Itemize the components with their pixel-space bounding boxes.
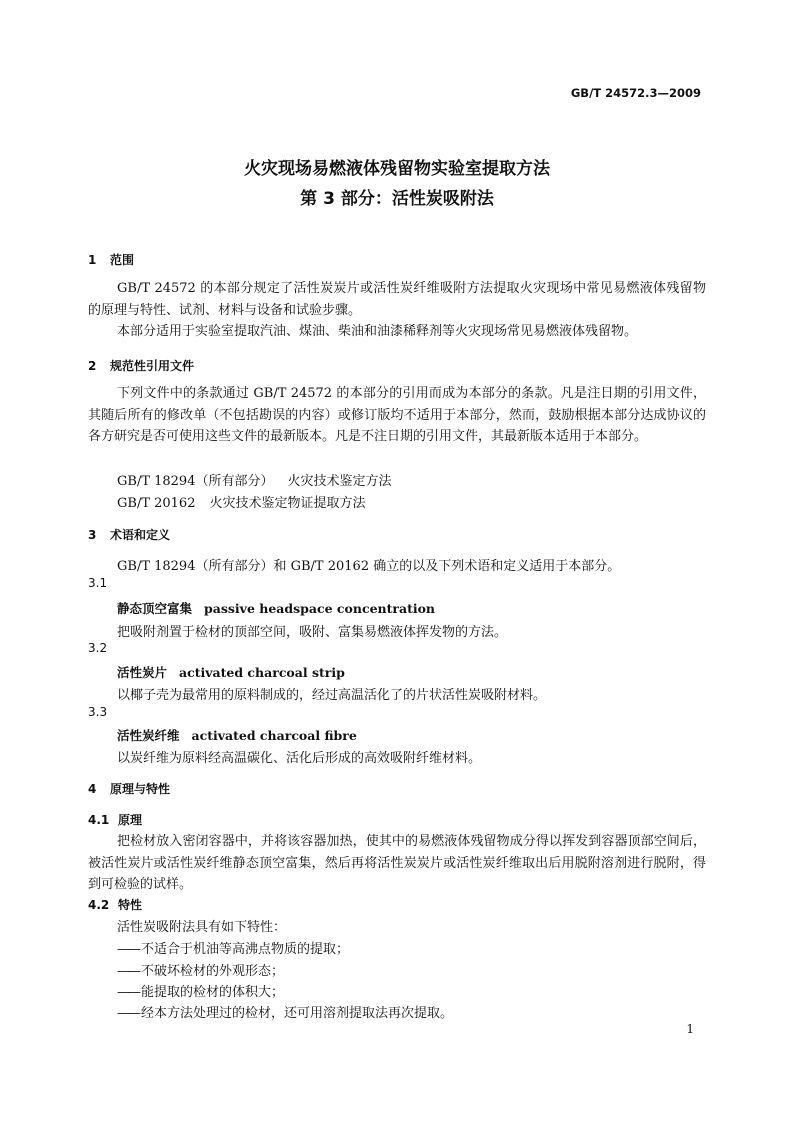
dash-marker: —— bbox=[117, 964, 139, 979]
term-heading bbox=[117, 726, 357, 744]
reference-title: 火灾技术鉴定方法 bbox=[287, 474, 392, 489]
section-3-paragraph-1: GB/T 18294（所有部分）和 GB/T 20162 确立的以及下列术语和定义适用于本部分。 bbox=[117, 559, 621, 574]
section-2-paragraph-1: 下列文件中的条款通过 GB/T 24572 的本部分的引用而成为本部分的条款。凡是注日期的引用文件，其随后所有的修改单（不包括勘误的内容）或修订版均不适用于本部分，然而，鼓励根据本部分达成协议的各方研究是否可使用这些文件的最新版本。凡是不注日期的引用文件，其最新版本适用于本部分。 bbox=[88, 386, 706, 444]
section-number: 3 bbox=[88, 528, 97, 542]
term-english: passive headspace concentration bbox=[204, 601, 436, 616]
term-definition: 以炭纤维为原料经高温碳化、活化后形成的高效吸附纤维材料。 bbox=[117, 751, 482, 766]
dash-marker: —— bbox=[117, 942, 139, 957]
subsection-4-2-intro: 活性炭吸附法具有如下特性： bbox=[117, 920, 287, 935]
section-number: 4 bbox=[88, 782, 97, 796]
reference-code: GB/T 18294（所有部分） bbox=[117, 474, 274, 489]
term-definition: 以椰子壳为最常用的原料制成的，经过高温活化了的片状活性炭吸附材料。 bbox=[117, 688, 547, 703]
subsection-number: 4.2 bbox=[88, 898, 110, 912]
list-item bbox=[117, 1002, 453, 1021]
term-english: activated charcoal fibre bbox=[191, 728, 357, 743]
section-4-heading bbox=[88, 780, 170, 797]
term-chinese: 静态顶空富集 bbox=[117, 601, 193, 616]
dash-marker: —— bbox=[117, 1006, 139, 1021]
subsection-4-1-heading bbox=[88, 811, 142, 828]
section-1-paragraph-1: GB/T 24572 的本部分规定了活性炭炭片或活性炭纤维吸附方法提取火灾现场中常见易燃液体残留物的原理与特性、试剂、材料与设备和试验步骤。 bbox=[88, 281, 706, 318]
list-item bbox=[117, 960, 284, 979]
reference-code: GB/T 20162 bbox=[117, 496, 196, 511]
standard-number: GB/T 24572.3—2009 bbox=[570, 86, 701, 100]
dash-marker: —— bbox=[117, 985, 139, 1000]
subsection-4-2-heading bbox=[88, 896, 142, 913]
term-number: 3.2 bbox=[88, 641, 108, 655]
term-english: activated charcoal strip bbox=[179, 665, 345, 680]
list-item-text: 能提取的检材的体积大； bbox=[141, 985, 285, 1000]
section-title: 原理与特性 bbox=[110, 782, 171, 796]
list-item bbox=[117, 938, 349, 957]
section-1-paragraph-2: 本部分适用于实验室提取汽油、煤油、柴油和油漆稀释剂等火灾现场常见易燃液体残留物。 bbox=[117, 324, 638, 339]
subsection-number: 4.1 bbox=[88, 813, 110, 827]
term-heading bbox=[117, 663, 345, 681]
term-number: 3.1 bbox=[88, 576, 108, 590]
term-chinese: 活性炭纤维 bbox=[117, 728, 180, 743]
reference-item bbox=[117, 470, 392, 489]
term-number: 3.3 bbox=[88, 705, 108, 719]
term-definition: 把吸附剂置于检材的顶部空间，吸附、富集易燃液体挥发物的方法。 bbox=[117, 625, 508, 640]
section-title: 范围 bbox=[110, 253, 135, 267]
page-number: 1 bbox=[686, 1022, 694, 1036]
section-3-heading bbox=[88, 526, 170, 543]
reference-title: 火灾技术鉴定物证提取方法 bbox=[209, 496, 366, 511]
section-2-heading bbox=[88, 357, 194, 374]
list-item-text: 不适合于机油等高沸点物质的提取； bbox=[141, 942, 350, 957]
section-title: 术语和定义 bbox=[110, 528, 171, 542]
list-item-text: 经本方法处理过的检材，还可用溶剂提取法再次提取。 bbox=[141, 1006, 454, 1021]
section-number: 1 bbox=[88, 253, 97, 267]
section-title: 规范性引用文件 bbox=[110, 359, 195, 373]
term-heading bbox=[117, 599, 435, 617]
document-title: 火灾现场易燃液体残留物实验室提取方法 bbox=[244, 159, 550, 179]
subsection-title: 特性 bbox=[118, 898, 143, 912]
subsection-4-1-paragraph: 把检材放入密闭容器中，并将该容器加热，使其中的易燃液体残留物成分得以挥发到容器顶部空间后，被活性炭片或活性炭纤维静态顶空富集，然后再将活性炭炭片或活性炭纤维取出后用脱附溶剂进行脱附，得到可检验的试样。 bbox=[88, 834, 706, 892]
reference-item bbox=[117, 492, 366, 511]
list-item-text: 不破坏检材的外观形态； bbox=[141, 964, 285, 979]
subsection-title: 原理 bbox=[118, 813, 143, 827]
list-item bbox=[117, 981, 284, 1000]
term-chinese: 活性炭片 bbox=[117, 665, 168, 680]
section-1-heading bbox=[88, 251, 134, 268]
section-number: 2 bbox=[88, 359, 97, 373]
document-subtitle: 第 3 部分：活性炭吸附法 bbox=[300, 189, 494, 209]
